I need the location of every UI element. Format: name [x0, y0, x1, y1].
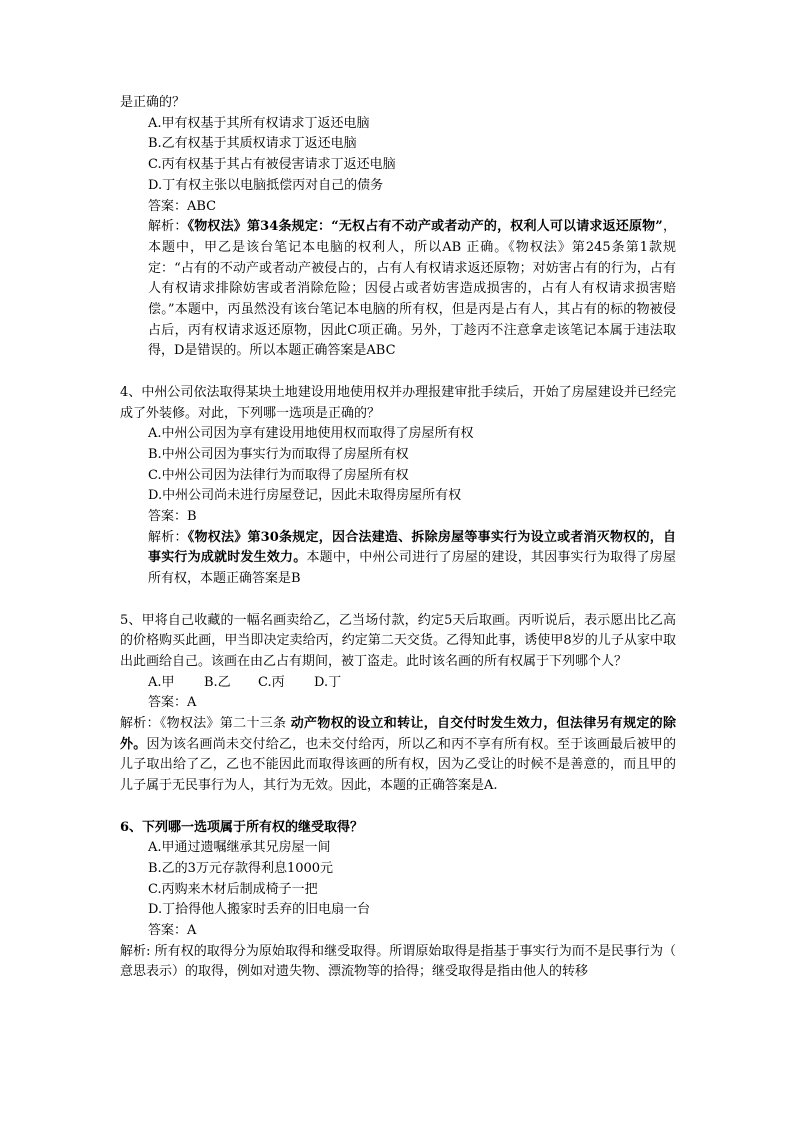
- q5-option-b: B.乙: [204, 674, 231, 690]
- q6-option-c: C.丙购来木材后制成椅子一把: [148, 881, 318, 897]
- q4-option-b: B.中州公司因为事实行为而取得了房屋所有权: [148, 446, 409, 462]
- q6-option-d: D.丁拾得他人搬家时丢弃的旧电扇一台: [148, 902, 371, 918]
- q5-answer: 答案：A: [148, 695, 197, 711]
- q3-option-d: D.丁有权主张以电脑抵偿丙对自己的债务: [148, 177, 384, 193]
- q5-analysis-label: 解析：《物权法》第二十三条: [120, 716, 291, 732]
- q6-option-b: B.乙的3万元存款得利息1000元: [148, 860, 334, 876]
- q6-answer: 答案：A: [148, 923, 197, 939]
- q5-analysis: [120, 714, 676, 797]
- spacer: [120, 797, 676, 818]
- question-3-stem-end: 是正确的？: [120, 95, 186, 110]
- q4-option-a: A.中州公司因为享有建设用地使用权而取得了房屋所有权: [148, 426, 474, 442]
- spacer: [120, 590, 676, 611]
- q3-answer: 答案：ABC: [148, 198, 217, 214]
- question-4-stem: 4、中州公司依法取得某块土地建设用地使用权并办理报建审批手续后，开始了房屋建设并已经完成了外装修。对此，下列哪一选项是正确的？: [120, 384, 676, 421]
- q5-option-c: C.丙: [258, 674, 285, 690]
- q3-analysis-bold: 《物权法》第34条规定：“无权占有不动产或者动产的，权利人可以请求返还原物”: [187, 219, 663, 235]
- q4-option-c: C.中州公司因为法律行为而取得了房屋所有权: [148, 467, 409, 483]
- q5-option-d: D.丁: [314, 674, 342, 690]
- q3-analysis-label: 解析：: [148, 219, 188, 235]
- q3-option-a: A.甲有权基于其所有权请求丁返还电脑: [148, 115, 370, 131]
- q4-analysis: [120, 528, 676, 590]
- q3-analysis: [120, 217, 676, 362]
- q4-analysis-text: 本题中，中州公司进行了房屋的建设，其因事实行为取得了房屋所有权，本题正确答案是B: [148, 550, 676, 587]
- q5-analysis-text: 因为该名画尚未交付给乙，也未交付给丙，所以乙和丙不享有所有权。至于该画最后被甲的儿子取出给了乙，乙也不能因此而取得该画的所有权，因为乙受让的时候不是善意的，而且甲的儿子属于无民事行为人，其行为无效。因此，本题的正确答案是A.: [120, 736, 676, 794]
- q4-analysis-label: 解析：: [148, 529, 188, 545]
- question-5-stem: 5、甲将自己收藏的一幅名画卖给乙，乙当场付款，约定5天后取画。丙听说后，表示愿出比乙高的价格购买此画，甲当即决定卖给丙，约定第二天交货。乙得知此事，诱使甲8岁的儿子从家中取出此画给自己。该画在由乙占有期间，被丁盗走。此时该名画的所有权属于下列哪个人？: [120, 612, 676, 669]
- q3-option-c: C.丙有权基于其占有被侵害请求丁返还电脑: [148, 157, 396, 173]
- q3-option-b: B.乙有权基于其质权请求丁返还电脑: [148, 136, 357, 152]
- q6-analysis: 解析: 所有权的取得分为原始取得和继受取得。所谓原始取得是指基于事实行为而不是民事行为（ 意思表示）的取得，例如对遗失物、漂流物等的拾得；继受取得是指由他人的转移: [120, 943, 676, 980]
- q5-option-a: A.甲: [148, 674, 175, 690]
- q3-analysis-text: ，本题中，甲乙是该台笔记本电脑的权利人，所以AB 正确。《物权法》第245条第1款规定：“占有的不动产或者动产被侵占的，占有人有权请求返还原物；对妨害占有的行为，占有人有权请求排除妨害或者消除危险；因侵占或者妨害造成损害的，占有人有权请求损害赔偿。”本题中，丙虽然没有该台笔记本电脑的所有权，但是丙是占有人，其占有的标的物被侵占后，丙有权请求返还原物，因此C项正确。另外，丁趁丙不注意拿走该笔记本属于违法取得，D是错误的。所以本题正确答案是ABC: [148, 219, 676, 359]
- document-body: [120, 93, 676, 983]
- q4-analysis-bold: 《物权法》第30条规定，因合法建造、拆除房屋等事实行为设立或者消灭物权的，自事实行为成就时发生效力。: [148, 529, 676, 566]
- q5-options: [120, 673, 676, 694]
- q6-option-a: A.甲通过遗嘱继承其兄房屋一间: [148, 840, 331, 856]
- spacer: [120, 362, 676, 383]
- q4-answer: 答案：B: [148, 509, 197, 525]
- question-6-stem: 6、下列哪一选项属于所有权的继受取得？: [120, 819, 364, 835]
- q4-option-d: D.中州公司尚未进行房屋登记，因此未取得房屋所有权: [148, 488, 462, 504]
- q5-analysis-bold: 动产物权的设立和转让，自交付时发生效力，但法律另有规定的除外。: [120, 716, 676, 752]
